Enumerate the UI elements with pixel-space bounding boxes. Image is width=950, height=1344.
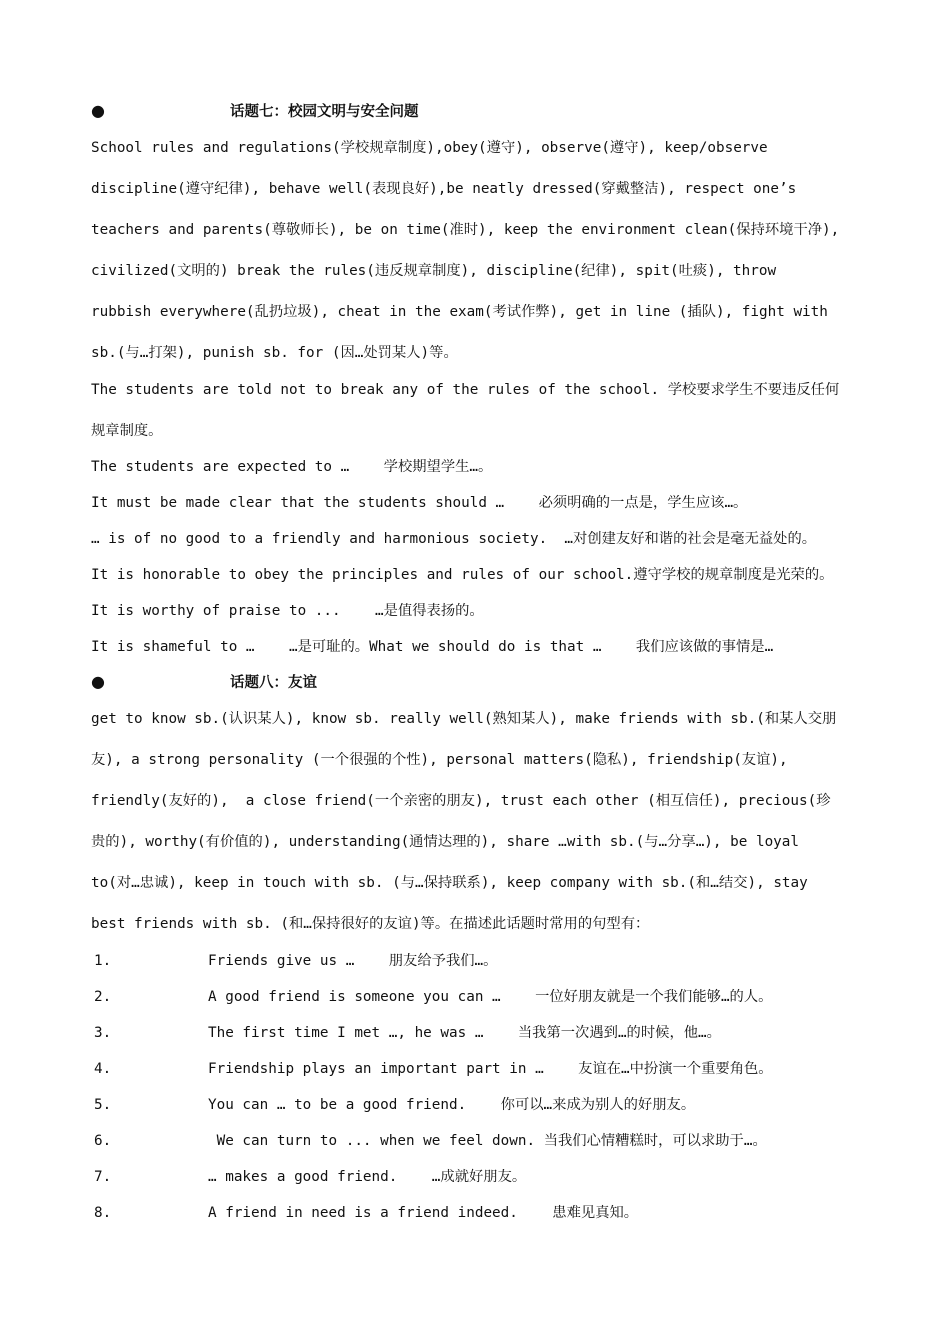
pattern-text: Friendship plays an important part in … 友谊在…中扮演一个重要角色。 (208, 1061, 773, 1077)
pattern-text: You can … to be a good friend. 你可以…来成为别人的好朋友。 (208, 1097, 696, 1113)
topic7-sentence: … is of no good to a friendly and harmonious society. …对创建友好和谐的社会是毫无益处的。 (91, 531, 817, 547)
topic8-vocab-line: friendly(友好的), a close friend(一个亲密的朋友), trust each other (相互信任), precious(珍 (91, 793, 831, 809)
topic8-title: 话题八：友谊 (230, 675, 317, 691)
topic8-bullet: ● (91, 672, 105, 691)
topic7-sentence: It is worthy of praise to ... …是值得表扬的。 (91, 603, 484, 619)
topic8-vocab-line: best friends with sb. (和…保持很好的友谊)等。在描述此话题时常用的句型有： (91, 916, 650, 932)
topic7-vocab-line: civilized(文明的) break the rules(违反规章制度), discipline(纪律), spit(吐痰), throw (91, 263, 777, 279)
topic8-vocab-line: to(对…忠诚), keep in touch with sb. (与…保持联系), keep company with sb.(和…结交), stay (91, 875, 808, 891)
topic8-vocab-line: 友), a strong personality (一个很强的个性), personal matters(隐私), friendship(友谊), (91, 752, 788, 768)
topic7-sentence: 规章制度。 (91, 423, 163, 439)
pattern-number: 4. (94, 1061, 112, 1077)
pattern-text: … makes a good friend. …成就好朋友。 (208, 1169, 527, 1185)
pattern-number: 3. (94, 1025, 112, 1041)
topic7-sentence: It must be made clear that the students should … 必须明确的一点是，学生应该…。 (91, 495, 748, 511)
topic7-vocab-line: teachers and parents(尊敬师长), be on time(准时), keep the environment clean(保持环境干净), (91, 222, 840, 238)
pattern-number: 7. (94, 1169, 112, 1185)
pattern-number: 8. (94, 1205, 112, 1221)
topic8-vocab-line: 贵的), worthy(有价值的), understanding(通情达理的), share …with sb.(与…分享…), be loyal (91, 834, 799, 850)
topic7-vocab-line: discipline(遵守纪律), behave well(表现良好),be neatly dressed(穿戴整洁), respect one’s (91, 181, 797, 197)
pattern-number: 6. (94, 1133, 112, 1149)
topic7-sentence: It is honorable to obey the principles and rules of our school.遵守学校的规章制度是光荣的。 (91, 567, 834, 583)
topic7-sentence: The students are told not to break any of the rules of the school. 学校要求学生不要违反任何 (91, 382, 840, 398)
pattern-text: We can turn to ... when we feel down. 当我们心情糟糕时，可以求助于…。 (208, 1133, 767, 1149)
topic7-title: 话题七：校园文明与安全问题 (230, 104, 419, 120)
topic7-vocab-line: rubbish everywhere(乱扔垃圾), cheat in the exam(考试作弊), get in line (插队), fight with (91, 304, 828, 320)
pattern-number: 2. (94, 989, 112, 1005)
pattern-text: A good friend is someone you can … 一位好朋友就是一个我们能够…的人。 (208, 989, 773, 1005)
topic8-vocab-line: get to know sb.(认识某人), know sb. really well(熟知某人), make friends with sb.(和某人交朋 (91, 711, 837, 727)
pattern-text: A friend in need is a friend indeed. 患难见真知。 (208, 1205, 639, 1221)
pattern-number: 1. (94, 953, 112, 969)
topic7-sentence: The students are expected to … 学校期望学生…。 (91, 459, 493, 475)
topic7-vocab-line: School rules and regulations(学校规章制度),obey(遵守), observe(遵守), keep/observe (91, 140, 768, 156)
topic7-sentence: It is shameful to … …是可耻的。What we should do is that … 我们应该做的事情是… (91, 639, 774, 655)
pattern-text: The first time I met …, he was … 当我第一次遇到…的时候，他…。 (208, 1025, 721, 1041)
topic7-bullet: ● (91, 101, 105, 120)
topic7-vocab-line: sb.(与…打架), punish sb. for (因…处罚某人)等。 (91, 345, 458, 361)
pattern-text: Friends give us … 朋友给予我们…。 (208, 953, 498, 969)
pattern-number: 5. (94, 1097, 112, 1113)
